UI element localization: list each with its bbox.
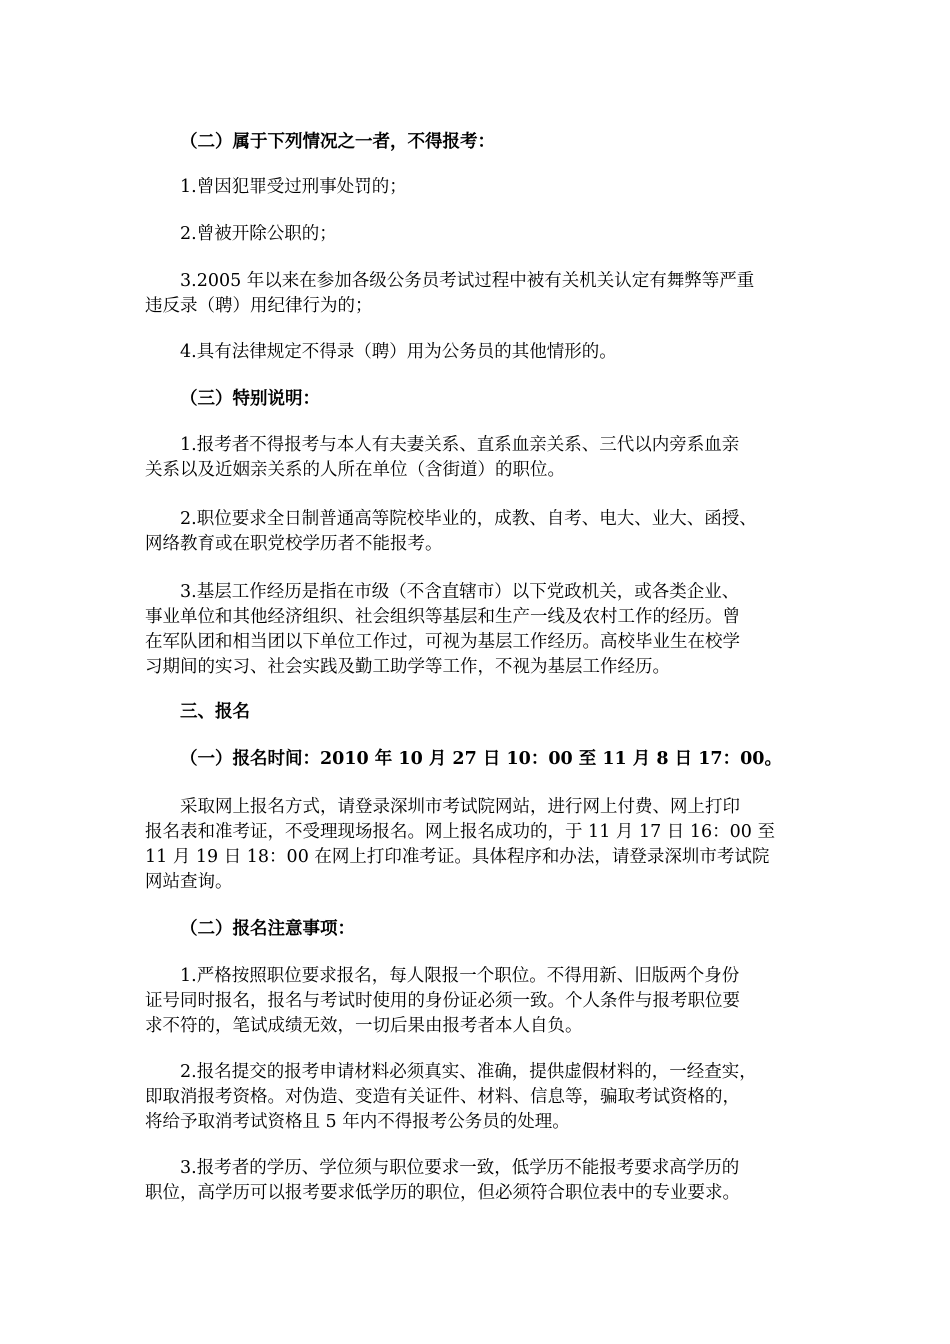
section-heading-registration: [145, 700, 810, 725]
text-line: 1.严格按照职位要求报名，每人限报一个职位。不得用新、旧版两个身份: [180, 966, 740, 986]
text-line: 3.报考者的学历、学位须与职位要求一致，低学历不能报考要求高学历的: [180, 1158, 740, 1178]
paragraph-registration-method: [145, 795, 810, 895]
text-line: 事业单位和其他经济组织、社会组织等基层和生产一线及农村工作的经历。曾: [145, 607, 740, 627]
subheading-registration-notes: [145, 917, 810, 942]
text-line: 2.曾被开除公职的；: [180, 224, 337, 244]
paragraph-special-1: [145, 433, 810, 483]
text-line: 2.职位要求全日制普通高等院校毕业的，成教、自考、电大、业大、函授、: [180, 509, 757, 529]
section-heading-special-notes: [145, 387, 810, 412]
paragraph-item-1: [145, 175, 810, 200]
text-line: （一）报名时间：2010 年 10 月 27 日 10：00 至 11 月 8 日 17：00。: [180, 749, 782, 769]
text-line: 职位，高学历可以报考要求低学历的职位，但必须符合职位表中的专业要求。: [145, 1183, 740, 1203]
text-line: 网络教育或在职党校学历者不能报考。: [145, 534, 443, 554]
text-line: 1.曾因犯罪受过刑事处罚的；: [180, 177, 407, 197]
paragraph-note-1: [145, 964, 810, 1039]
text-line: 证号同时报名，报名与考试时使用的身份证必须一致。个人条件与报考职位要: [145, 991, 740, 1011]
text-line: 报名表和准考证，不受理现场报名。网上报名成功的，于 11 月 17 日 16：00 至: [145, 822, 775, 842]
section-heading-ineligible: [145, 130, 810, 155]
text-line: （二）报名注意事项：: [180, 919, 355, 939]
paragraph-note-2: [145, 1060, 810, 1135]
text-line: 网站查询。: [145, 872, 233, 892]
text-line: 3.基层工作经历是指在市级（不含直辖市）以下党政机关，或各类企业、: [180, 582, 740, 602]
paragraph-item-2: [145, 222, 810, 247]
text-line: （三）特别说明：: [180, 389, 320, 409]
paragraph-note-3: [145, 1156, 810, 1206]
text-line: 在军队团和相当团以下单位工作过，可视为基层工作经历。高校毕业生在校学: [145, 632, 740, 652]
text-line: 2.报名提交的报考申请材料必须真实、准确，提供虚假材料的，一经查实，: [180, 1062, 757, 1082]
text-line: 1.报考者不得报考与本人有夫妻关系、直系血亲关系、三代以内旁系血亲: [180, 435, 740, 455]
subheading-registration-time: [145, 747, 810, 772]
paragraph-special-2: [145, 507, 810, 557]
text-line: 4.具有法律规定不得录（聘）用为公务员的其他情形的。: [180, 342, 617, 362]
text-line: （二）属于下列情况之一者，不得报考：: [180, 132, 495, 152]
text-line: 关系以及近姻亲关系的人所在单位（含街道）的职位。: [145, 460, 565, 480]
text-line: 违反录（聘）用纪律行为的；: [145, 296, 373, 316]
text-line: 即取消报考资格。对伪造、变造有关证件、材料、信息等，骗取考试资格的，: [145, 1087, 740, 1107]
text-line: 求不符的，笔试成绩无效，一切后果由报考者本人自负。: [145, 1016, 583, 1036]
text-line: 采取网上报名方式，请登录深圳市考试院网站，进行网上付费、网上打印: [180, 797, 740, 817]
text-line: 三、报名: [180, 702, 250, 722]
paragraph-item-4: [145, 340, 810, 365]
paragraph-item-3: [145, 269, 810, 319]
text-line: 3.2005 年以来在参加各级公务员考试过程中被有关机关认定有舞弊等严重: [180, 271, 755, 291]
text-line: 将给予取消考试资格且 5 年内不得报考公务员的处理。: [145, 1112, 570, 1132]
text-line: 习期间的实习、社会实践及勤工助学等工作，不视为基层工作经历。: [145, 657, 670, 677]
text-line: 11 月 19 日 18：00 在网上打印准考证。具体程序和办法，请登录深圳市考试院: [145, 847, 770, 867]
paragraph-special-3: [145, 580, 810, 680]
